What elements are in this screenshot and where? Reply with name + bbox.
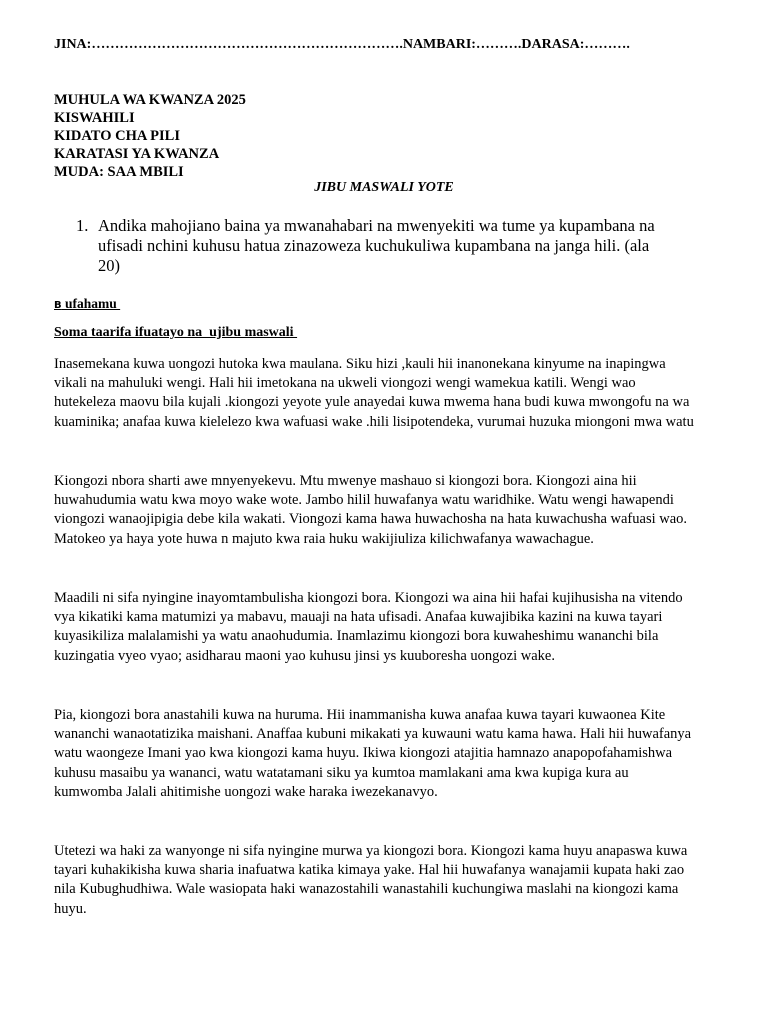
paragraph-line: Inasemekana kuwa uongozi hutoka kwa maulana. Siku hizi ,kauli hii inanonekana kinyume na inapingwa — [54, 356, 666, 372]
paragraph-line: kuaminika; anafaa kuwa kielelezo kwa wafuasi wake .hili lisipotendeka, vurumai huzuka miongoni mwa watu — [54, 413, 694, 430]
exam-term: MUHULA WA KWANZA 2025 — [54, 92, 246, 108]
paragraph-line: kuyasikiliza malalamishi ya watu anaohudumia. Inamlazimu kiongozi bora kuwaheshimu wananchi bila — [54, 628, 659, 645]
passage-paragraph-4 — [54, 706, 722, 802]
exam-subject: KISWAHILI — [54, 110, 135, 126]
question-number: 1. — [76, 216, 89, 235]
passage-paragraph-5 — [54, 842, 722, 919]
paragraph-line: wananchi wanaotatizika maishani. Anaffaa kubuni mikakati ya kuwauni watu kama hawa. Hali hii huwafanya — [54, 726, 692, 743]
paragraph-line: nila Kubughudhiwa. Wale wasiopata haki wanazostahili wanastahili kuchungiwa maslahi na kiongozi kama — [54, 881, 679, 898]
paragraph-line: vikali na mahuluki wengi. Hali hii imetokana na ukweli viongozi wengi wamekua katili. Wengi wao — [54, 375, 636, 392]
paragraph-line: huwahudumia watu kwa moyo wake wote. Jambo hilil huwafanya watu waridhike. Watu wengi hawapendi — [54, 492, 674, 509]
paragraph-line: viongozi wanaojipigia debe kila wakati. Viongozi kama hawa huwachosha na hata kuwachusha wafuasi wao. — [54, 511, 688, 528]
paragraph-line: hutekeleza maovu bila kujali .kiongozi yeyote yule anayedai kuwa mwema hana budi kuwa mwongofu na wa — [54, 394, 690, 411]
paragraph-line: huyu. — [54, 900, 87, 917]
paragraph-line: Maadili ni sifa nyingine inayomtambulisha kiongozi bora. Kiongozi wa aina hii hafai kujihusisha na vitendo — [54, 590, 683, 606]
section-heading — [54, 296, 120, 312]
paragraph-line: kumwomba Jalali ahitimishe uongozi wake haraka iwezekanavyo. — [54, 783, 438, 800]
question-line: 20) — [98, 256, 120, 275]
question-line: ufisadi nchini kuhusu hatua zinazoweza kuchukuliwa kupambana na janga hili. (ala — [98, 236, 650, 255]
passage-paragraph-1 — [54, 355, 722, 432]
passage-paragraph-2 — [54, 472, 722, 549]
section-letter: B — [54, 300, 62, 311]
question-line: Andika mahojiano baina ya mwanahabari na mwenyekiti wa tume ya kupambana na — [98, 216, 655, 235]
paragraph-line: Matokeo ya haya yote huwa n majuto kwa raia huku wakijiuliza kilichwafanya wawachague. — [54, 530, 594, 547]
paragraph-line: kuzingatia vyeo vyao; asidharau maoni yao kuhusu jinsi ys kuuboresha uongozi wake. — [54, 647, 555, 664]
exam-duration: MUDA: SAA MBILI — [54, 164, 184, 180]
passage-instruction: Soma taarifa ifuatayo na ujibu maswali — [54, 325, 298, 340]
question-1 — [76, 216, 716, 276]
exam-meta-block — [54, 91, 246, 181]
question-text — [98, 216, 716, 276]
paragraph-line: Kiongozi nbora sharti awe mnyenyekevu. Mtu mwenye mashauo si kiongozi bora. Kiongozi aina hii — [54, 473, 637, 489]
section-title: ufahamu — [61, 296, 121, 311]
exam-paper: KARATASI YA KWANZA — [54, 146, 220, 162]
paragraph-line: kuhusu masaibu ya wananci, watu watatamani siku ya kumtoa mamlakani ama kwa kupiga kura au — [54, 764, 629, 781]
exam-form: KIDATO CHA PILI — [54, 128, 180, 144]
paragraph-line: watu waongeze Imani yao kwa kiongozi kama huyu. Ikiwa kiongozi atajitia hamnazo anapopofahamishwa — [54, 745, 673, 762]
paragraph-line: tayari kuhakikisha kuwa sharia inafuatwa katika kimaya yake. Hal hii huwafanya wanajamii kupata haki zao — [54, 862, 685, 879]
paragraph-line: Utetezi wa haki za wanyonge ni sifa nyingine murwa ya kiongozi bora. Kiongozi kama huyu anapaswa kuwa — [54, 843, 688, 859]
exam-instruction: JIBU MASWALI YOTE — [314, 180, 454, 195]
paragraph-line: Pia, kiongozi bora anastahili kuwa na huruma. Hii inammanisha kuwa anafaa kuwa tayari kuwaonea Kite — [54, 707, 666, 723]
student-details-line: JINA:………………………………………………………….NAMBARI:……….DARASA:………. — [54, 37, 630, 52]
paragraph-line: vya kikatiki kama matumizi ya mabavu, mauaji na hata ufisadi. Anafaa kuwajibika kazini na kuwa tayari — [54, 609, 663, 626]
passage-paragraph-3 — [54, 589, 722, 666]
